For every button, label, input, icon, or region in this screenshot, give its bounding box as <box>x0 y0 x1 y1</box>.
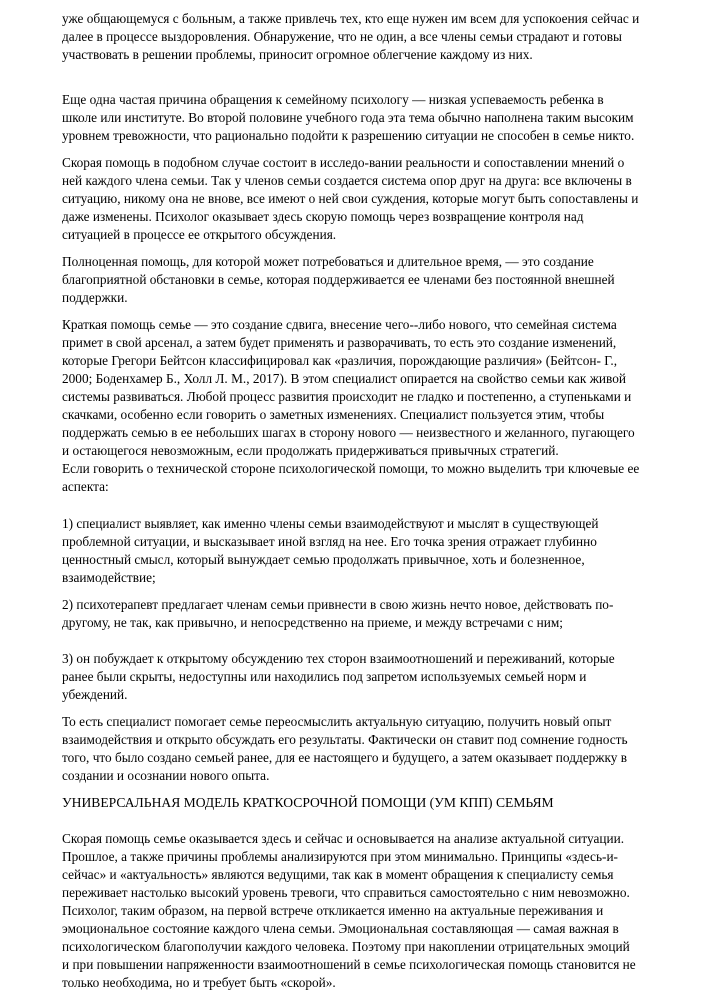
list-item-aspect-3 <box>62 650 662 704</box>
text-line: убеждений. <box>62 687 128 702</box>
text-line: То есть специалист помогает семье переосмыслить актуальную ситуацию, получить новый опыт <box>62 714 612 729</box>
text-line: и при повышении напряженности взаимоотношений в семье психологическая помощь становится не <box>62 957 636 972</box>
text-line: ситуацией в процессе ее открытого обсуждения. <box>62 227 337 242</box>
text-line: скачками, особенно если говорить о заметных изменениях. Специалист пользуется этим, чтобы <box>62 407 605 422</box>
text-line: школе или институте. Во второй половине учебного года эта тема обычно наполнена таким высоким <box>62 110 634 125</box>
text-line: Полноценная помощь, для которой может потребоваться и длительное время, — это создание <box>62 254 594 269</box>
text-line: того, что было создано семьей ранее, для ее настоящего и будущего, а затем оказывает поддержку в <box>62 750 627 765</box>
text-line: 2) психотерапевт предлагает членам семьи привнести в свою жизнь нечто новое, действовать по- <box>62 597 614 612</box>
text-line: взаимодействия и открыто обсуждать его результаты. Фактически он ставит под сомнение годность <box>62 732 628 747</box>
text-line: только необходима, но и требует быть «скорой». <box>62 975 336 990</box>
paragraph-family-involvement <box>62 10 662 64</box>
text-line: даже изменены. Психолог оказывает здесь скорую помощь через возвращение контроля над <box>62 209 584 224</box>
text-line: аспекта: <box>62 479 109 494</box>
section-heading: УНИВЕРСАЛЬНАЯ МОДЕЛЬ КРАТКОСРОЧНОЙ ПОМОЩИ (УМ КПП) СЕМЬЯМ <box>62 795 554 810</box>
text-line: другому, не так, как привычно, и непосредственно на приеме, и между встречами с ним; <box>62 615 563 630</box>
text-line: ценностный смысл, который вынуждает семью продолжать привычное, хоть и болезненное, <box>62 552 585 567</box>
text-line: участвовать в решении проблемы, приносит огромное облегчение каждому из них. <box>62 47 533 62</box>
text-line: переживает настолько высокий уровень тревоги, что справиться самостоятельно с ним невозможно. <box>62 885 630 900</box>
text-line: уровнем тревожности, что рационально подойти к разрешению ситуации не способен в семье никто. <box>62 128 635 143</box>
text-line: уже общающемуся с больным, а также привлечь тех, кто еще нужен им всем для успокоения сейчас и <box>62 11 640 26</box>
text-line: проблемной ситуации, и высказывает иной взгляд на нее. Его точка зрения отражает глубинно <box>62 534 597 549</box>
text-line: Если говорить о технической стороне психологической помощи, то можно выделить три ключевые ее <box>62 461 640 476</box>
text-line: ранее были скрыты, недоступны или находились под запретом используемых семьей норм и <box>62 669 587 684</box>
text-line: ней каждого члена семьи. Так у членов семьи создается система опор друг на друга: все включены в <box>62 173 632 188</box>
paragraph-technical-aspects <box>62 460 662 496</box>
text-line: поддержки. <box>62 290 128 305</box>
text-line: взаимодействие; <box>62 570 156 585</box>
text-line: психологическом благополучии каждого человека. Поэтому при накоплении отрицательных эмоций <box>62 939 630 954</box>
text-line: Скорая помощь семье оказывается здесь и сейчас и основывается на анализе актуальной ситуации. <box>62 831 625 846</box>
paragraph-school-performance <box>62 91 662 145</box>
text-line: Краткая помощь семье — это создание сдвига, внесение чего--либо нового, что семейная система <box>62 317 617 332</box>
text-line: Скорая помощь в подобном случае состоит в исследо-вании реальности и сопоставлении мнений о <box>62 155 625 170</box>
text-line: сейчас» и «актуальность» являются ведущими, так как в момент обращения к специалисту семья <box>62 867 614 882</box>
text-line: которые Грегори Бейтсон классифицировал как «различия, порождающие различия» (Бейтсон- Г., <box>62 353 618 368</box>
text-line: примет в свой арсенал, а затем будет применять и разворачивать, то есть это создание изменений, <box>62 335 617 350</box>
text-line: Психолог, таким образом, на первой встрече откликается именно на актуальные переживания и <box>62 903 604 918</box>
paragraph-brief-help <box>62 316 662 460</box>
text-line: системы развиваться. Любой процесс развития происходит не гладко и постепенно, а ступеньками и <box>62 389 632 404</box>
list-item-aspect-2 <box>62 596 662 632</box>
text-line: создании и осознании нового опыта. <box>62 768 270 783</box>
text-line: 1) специалист выявляет, как именно члены семьи взаимодействуют и мыслят в существующей <box>62 516 599 531</box>
text-line: Еще одна частая причина обращения к семейному психологу — низкая успеваемость ребенка в <box>62 92 604 107</box>
text-line: поддержать семью в ее небольших шагах в сторону нового — неизвестного и желанного, пугающего <box>62 425 635 440</box>
paragraph-specialist-role <box>62 713 662 785</box>
text-line: Прошлое, а также причины проблемы анализируются при этом минимально. Принципы «здесь-и- <box>62 849 618 864</box>
text-line: эмоциональное состояние каждого члена семьи. Эмоциональная составляющая — самая важная в <box>62 921 619 936</box>
paragraph-emergency-help <box>62 154 662 244</box>
text-line: далее в процессе выздоровления. Обнаружение, что не один, а все члены семьи страдают и готовы <box>62 29 622 44</box>
list-item-aspect-1 <box>62 515 662 587</box>
text-line: и остающегося невозможным, если продолжать придерживаться привычных стратегий. <box>62 443 559 458</box>
paragraph-universal-model <box>62 830 662 992</box>
paragraph-full-help <box>62 253 662 307</box>
text-line: благоприятной обстановки в семье, которая поддерживается ее членами без постоянной внешней <box>62 272 615 287</box>
text-line: ситуацию, никому она не внове, все имеют о ней свои суждения, которые могут быть сопоставлены и <box>62 191 639 206</box>
text-line: 2000; Боденхамер Б., Холл Л. М., 2017). В этом специалист опирается на свойство семьи как живой <box>62 371 626 386</box>
text-line: 3) он побуждает к открытому обсуждению тех сторон взаимоотношений и переживаний, которые <box>62 651 615 666</box>
